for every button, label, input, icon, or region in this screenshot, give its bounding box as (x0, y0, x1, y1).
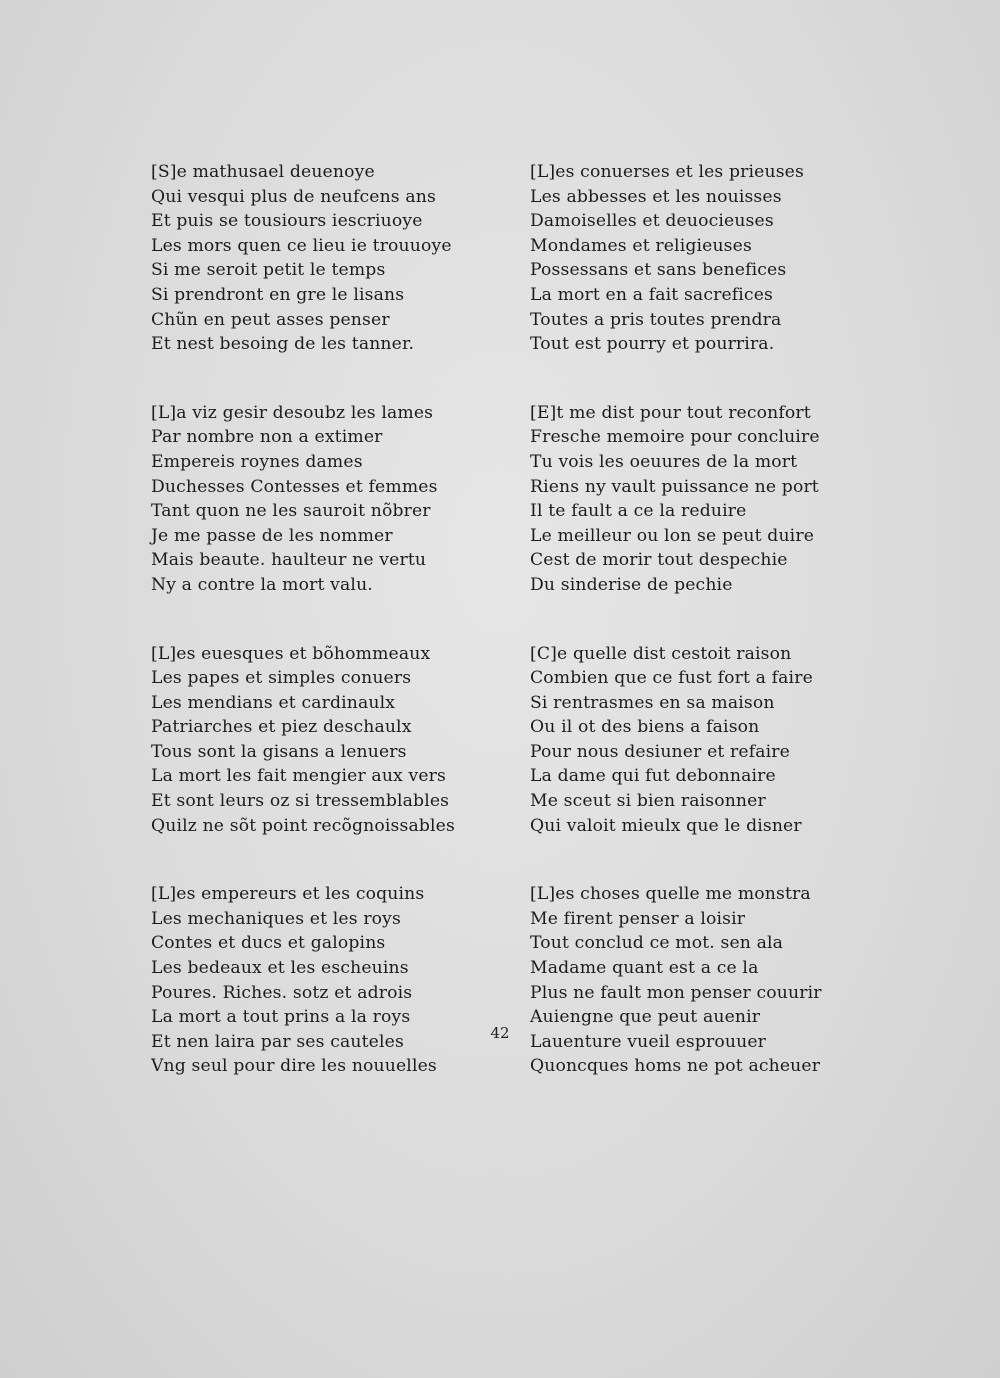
verse-line: Par nombre non a extimer (151, 427, 383, 448)
verse-line: [L]es conuerses et les prieuses (530, 162, 804, 182)
verse-line: Qui vesqui plus de neufcens ans (151, 186, 436, 207)
verse-line: [L]es euesques et bõhommeaux (151, 643, 431, 664)
verse-line: Mais beaute. haulteur ne vertu (151, 550, 427, 571)
verse-line: Si me seroit petit le temps (151, 260, 386, 281)
verse-line: La mort les fait mengier aux vers (151, 766, 447, 787)
verse-line: Tout est pourry et pourrira. (530, 334, 775, 355)
verse-line: Et nest besoing de les tanner. (151, 334, 415, 355)
verse-line: Si rentrasmes en sa maison (530, 692, 775, 713)
verse-line: Et nen laira par ses cauteles (151, 1031, 404, 1052)
verse-line: Possessans et sans benefices (530, 260, 787, 281)
verse-line: Empereis roynes dames (151, 451, 363, 472)
verse-line: [E]t me dist pour tout reconfort (530, 402, 811, 423)
verse-line: Qui valoit mieulx que le disner (530, 815, 802, 836)
stanza (151, 160, 511, 357)
right-column (530, 160, 890, 1123)
verse-line: Poures. Riches. sotz et adrois (151, 982, 413, 1003)
verse-line: Du sinderise de pechie (530, 574, 733, 595)
page-number: 42 (490, 1024, 510, 1042)
verse-line: Et sont leurs oz si tressemblables (151, 791, 450, 812)
verse-line: Tant quon ne les sauroit nõbrer (151, 501, 431, 522)
verse-line: Ou il ot des biens a faison (530, 717, 760, 738)
verse-line: [C]e quelle dist cestoit raison (530, 643, 792, 664)
verse-line: Chũn en peut asses penser (151, 309, 390, 330)
verse-line: Riens ny vault puissance ne port (530, 476, 819, 497)
verse-line: [L]a viz gesir desoubz les lames (151, 402, 434, 423)
verse-line: Le meilleur ou lon se peut duire (530, 525, 815, 546)
verse-line: Quilz ne sõt point recõgnoissables (151, 815, 455, 836)
verse-line: Quoncques homs ne pot acheuer (530, 1056, 821, 1077)
verse-line: Auiengne que peut auenir (530, 1007, 761, 1028)
stanza (151, 642, 511, 839)
verse-line: Combien que ce fust fort a faire (530, 668, 813, 689)
verse-line: Si prendront en gre le lisans (151, 284, 405, 305)
verse-line: Cest de morir tout despechie (530, 550, 788, 571)
verse-line: Les papes et simples conuers (151, 668, 412, 689)
stanza (151, 882, 511, 1079)
verse-line: Fresche memoire pour concluire (530, 427, 820, 448)
verse-line: Me sceut si bien raisonner (530, 791, 766, 812)
verse-line: Les abbesses et les nouisses (530, 186, 782, 207)
verse-line: Damoiselles et deuocieuses (530, 211, 774, 232)
verse-line: Il te fault a ce la reduire (530, 501, 747, 522)
left-column (151, 160, 511, 1123)
verse-line: La mort a tout prins a la roys (151, 1007, 411, 1028)
verse-line: [S]e mathusael deuenoye (151, 162, 375, 182)
verse-line: Pour nous desiuner et refaire (530, 741, 790, 762)
verse-line: La mort en a fait sacrefices (530, 284, 774, 305)
verse-line: Je me passe de les nommer (151, 525, 393, 546)
stanza (530, 642, 890, 839)
verse-line: Me firent penser a loisir (530, 908, 746, 929)
verse-line: Vng seul pour dire les nouuelles (151, 1056, 437, 1077)
stanza (151, 401, 511, 598)
stanza (530, 401, 890, 598)
verse-line: Tous sont la gisans a lenuers (151, 741, 407, 762)
verse-line: Les bedeaux et les escheuins (151, 958, 409, 979)
verse-line: Tout conclud ce mot. sen ala (530, 933, 784, 954)
stanza (530, 160, 890, 357)
verse-line: Lauenture vueil esprouuer (530, 1031, 767, 1052)
verse-line: La dame qui fut debonnaire (530, 766, 776, 787)
verse-line: Ny a contre la mort valu. (151, 574, 373, 595)
verse-line: Les mors quen ce lieu ie trouuoye (151, 235, 452, 256)
verse-line: Mondames et religieuses (530, 235, 752, 256)
verse-line: [L]es choses quelle me monstra (530, 884, 811, 905)
verse-line: Duchesses Contesses et femmes (151, 476, 438, 497)
verse-line: Contes et ducs et galopins (151, 933, 386, 954)
verse-line: Patriarches et piez deschaulx (151, 717, 412, 738)
verse-line: Tu vois les oeuures de la mort (530, 451, 798, 472)
verse-line: Madame quant est a ce la (530, 958, 759, 979)
verse-line: Et puis se tousiours iescriuoye (151, 211, 423, 232)
verse-line: Plus ne fault mon penser couurir (530, 982, 822, 1003)
verse-line: Les mendians et cardinaulx (151, 692, 396, 713)
verse-line: Les mechaniques et les roys (151, 908, 402, 929)
verse-line: Toutes a pris toutes prendra (530, 309, 782, 330)
verse-line: [L]es empereurs et les coquins (151, 884, 425, 905)
stanza (530, 882, 890, 1079)
